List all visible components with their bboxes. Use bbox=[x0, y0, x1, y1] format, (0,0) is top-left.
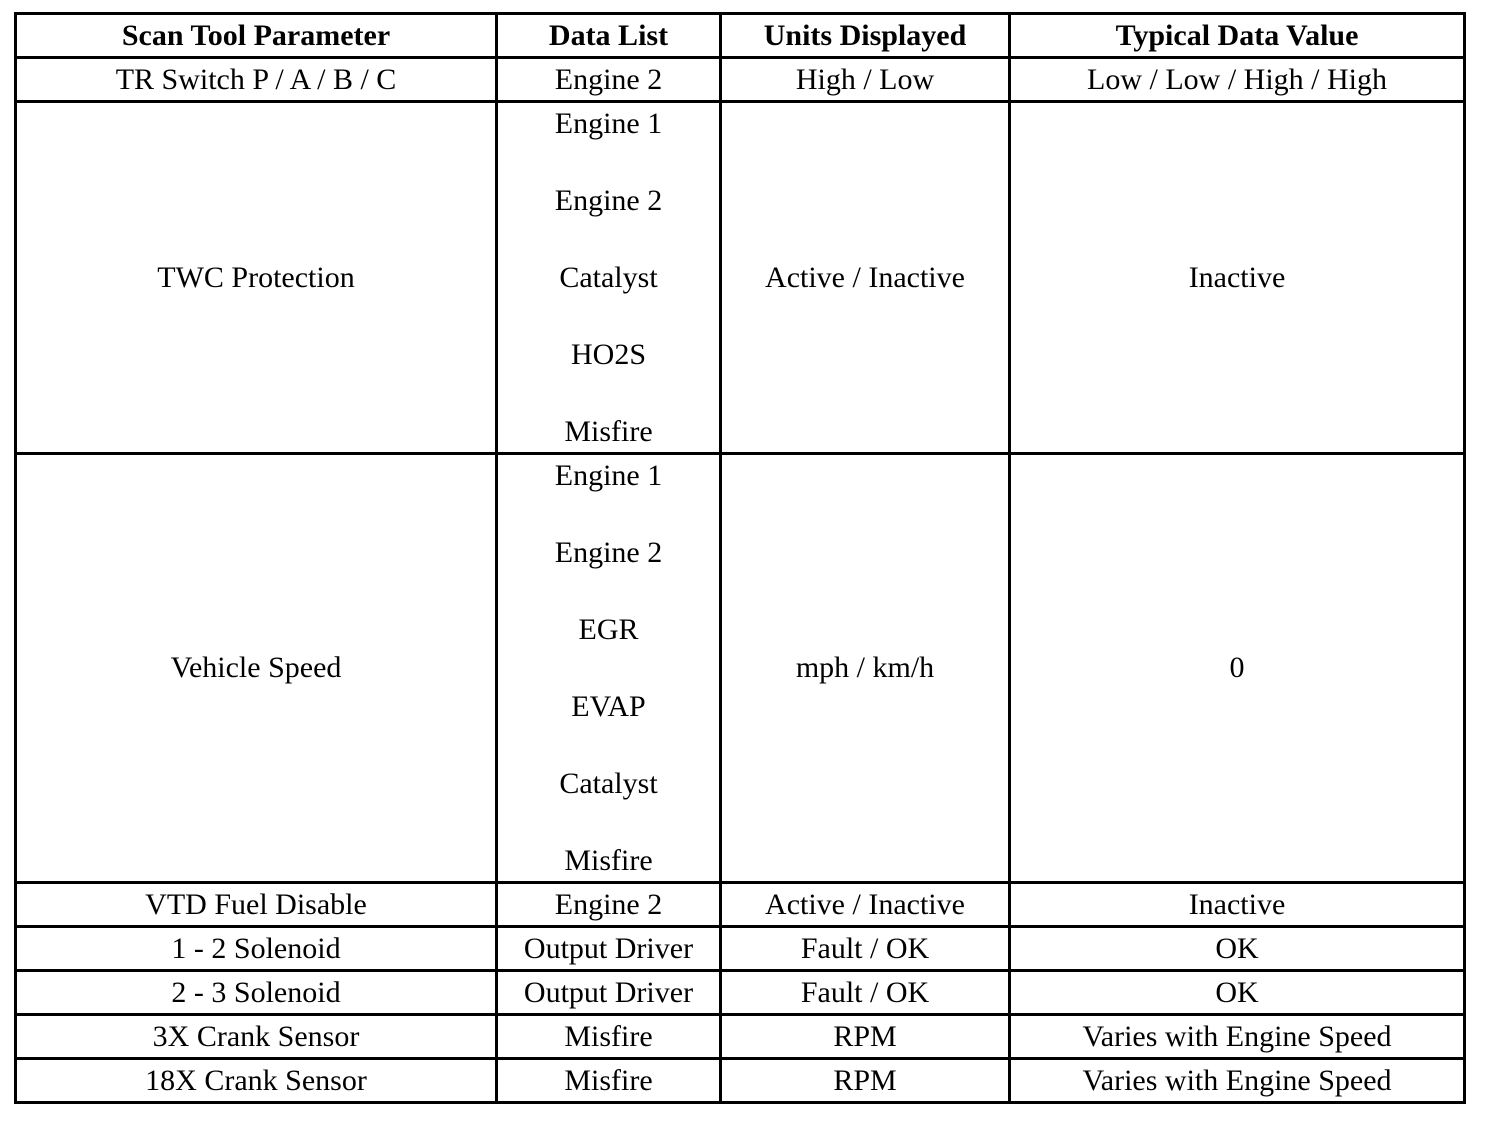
scan-tool-parameter-table bbox=[14, 12, 1466, 1104]
data-list-item: Engine 2 bbox=[554, 535, 663, 569]
data-list-item: Engine 2 bbox=[554, 183, 663, 217]
cell-parameter: 3X Crank Sensor bbox=[16, 1015, 497, 1059]
cell-units: Fault / OK bbox=[721, 971, 1010, 1015]
cell-data-list: Misfire bbox=[497, 1015, 721, 1059]
cell-typical: Inactive bbox=[1010, 883, 1465, 927]
data-list-stack bbox=[498, 459, 719, 878]
cell-units: mph / km/h bbox=[721, 454, 1010, 883]
data-list-stack bbox=[498, 107, 719, 449]
cell-parameter: TR Switch P / A / B / C bbox=[16, 58, 497, 102]
header-data-list: Data List bbox=[497, 14, 721, 58]
header-row bbox=[16, 14, 1465, 58]
data-list-item: HO2S bbox=[570, 337, 646, 371]
cell-typical: OK bbox=[1010, 927, 1465, 971]
table-row bbox=[16, 883, 1465, 927]
table-row bbox=[16, 971, 1465, 1015]
data-list-item: EGR bbox=[578, 612, 639, 646]
data-list-item: EVAP bbox=[571, 689, 646, 723]
cell-data-list: Output Driver bbox=[497, 971, 721, 1015]
header-typical-data-value: Typical Data Value bbox=[1010, 14, 1465, 58]
table-row bbox=[16, 927, 1465, 971]
cell-units: Active / Inactive bbox=[721, 883, 1010, 927]
cell-typical: OK bbox=[1010, 971, 1465, 1015]
cell-parameter: 2 - 3 Solenoid bbox=[16, 971, 497, 1015]
header-units-displayed: Units Displayed bbox=[721, 14, 1010, 58]
cell-data-list: Engine 2 bbox=[497, 883, 721, 927]
cell-units: RPM bbox=[721, 1059, 1010, 1103]
table-row bbox=[16, 1015, 1465, 1059]
data-list-item: Engine 1 bbox=[554, 106, 663, 140]
cell-typical: Varies with Engine Speed bbox=[1010, 1059, 1465, 1103]
cell-parameter: 1 - 2 Solenoid bbox=[16, 927, 497, 971]
cell-data-list: Misfire bbox=[497, 1059, 721, 1103]
cell-typical: 0 bbox=[1010, 454, 1465, 883]
cell-typical: Varies with Engine Speed bbox=[1010, 1015, 1465, 1059]
table-row bbox=[16, 454, 1465, 883]
cell-units: Fault / OK bbox=[721, 927, 1010, 971]
cell-data-list bbox=[497, 454, 721, 883]
cell-parameter: VTD Fuel Disable bbox=[16, 883, 497, 927]
cell-units: Active / Inactive bbox=[721, 102, 1010, 454]
cell-typical: Low / Low / High / High bbox=[1010, 58, 1465, 102]
cell-data-list: Engine 2 bbox=[497, 58, 721, 102]
cell-units: RPM bbox=[721, 1015, 1010, 1059]
data-list-item: Misfire bbox=[564, 414, 653, 448]
cell-parameter: TWC Protection bbox=[16, 102, 497, 454]
cell-data-list: Output Driver bbox=[497, 927, 721, 971]
data-list-item: Misfire bbox=[564, 843, 653, 877]
cell-units: High / Low bbox=[721, 58, 1010, 102]
cell-parameter: 18X Crank Sensor bbox=[16, 1059, 497, 1103]
table-row bbox=[16, 58, 1465, 102]
data-list-item: Engine 1 bbox=[554, 458, 663, 492]
table-row bbox=[16, 1059, 1465, 1103]
header-scan-tool-parameter: Scan Tool Parameter bbox=[16, 14, 497, 58]
cell-data-list bbox=[497, 102, 721, 454]
data-list-item: Catalyst bbox=[559, 260, 658, 294]
table-row bbox=[16, 102, 1465, 454]
data-list-item: Catalyst bbox=[559, 766, 658, 800]
cell-typical: Inactive bbox=[1010, 102, 1465, 454]
cell-parameter: Vehicle Speed bbox=[16, 454, 497, 883]
